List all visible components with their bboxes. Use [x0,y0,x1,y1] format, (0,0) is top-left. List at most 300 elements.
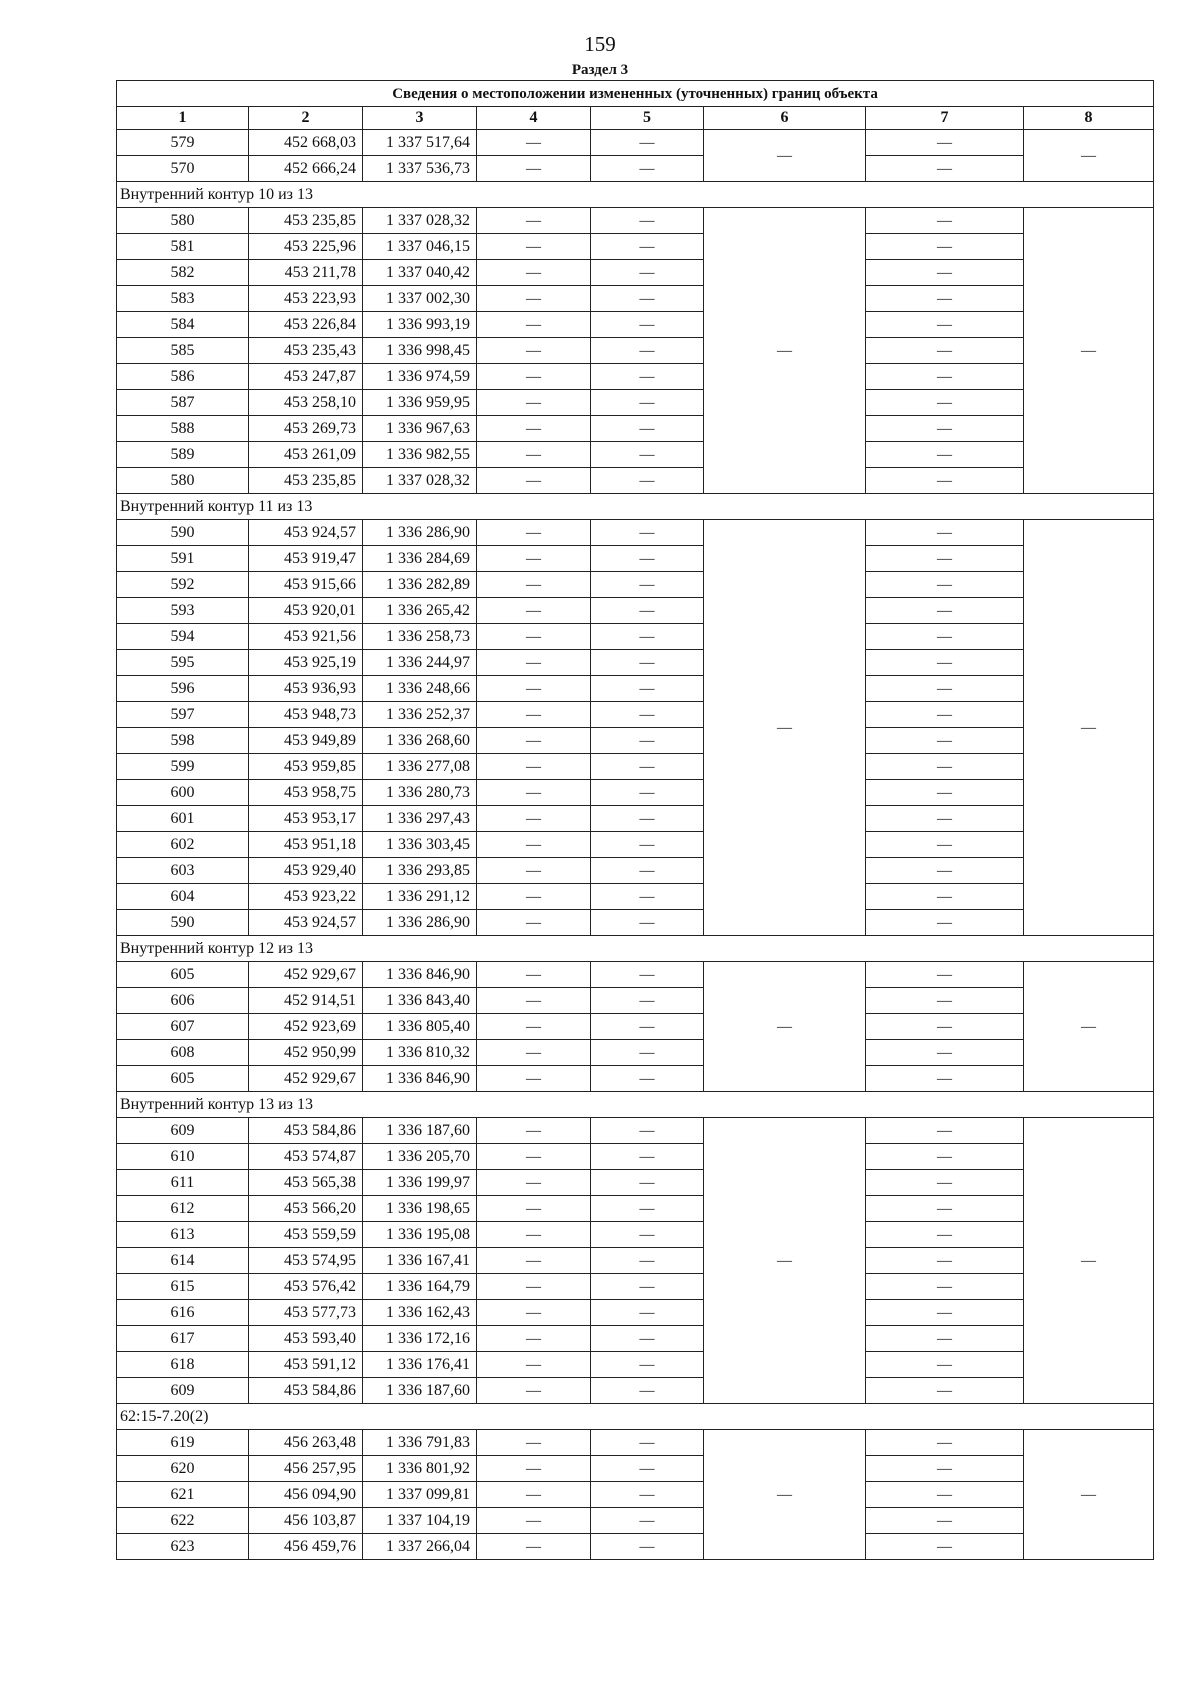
col4-dash-cell: — [477,1326,591,1352]
col7-dash-cell: — [866,598,1024,624]
col4-dash-cell: — [477,1170,591,1196]
point-number-cell: 590 [117,520,249,546]
point-number-cell: 605 [117,1066,249,1092]
point-number-cell: 590 [117,910,249,936]
col7-dash-cell: — [866,1430,1024,1456]
col7-dash-cell: — [866,1066,1024,1092]
x-coordinate-cell: 453 948,73 [249,702,363,728]
col5-dash-cell: — [591,208,704,234]
y-coordinate-cell: 1 337 002,30 [363,286,477,312]
x-coordinate-cell: 456 257,95 [249,1456,363,1482]
col7-dash-cell: — [866,390,1024,416]
col5-dash-cell: — [591,988,704,1014]
y-coordinate-cell: 1 337 266,04 [363,1534,477,1560]
y-coordinate-cell: 1 336 846,90 [363,1066,477,1092]
y-coordinate-cell: 1 336 959,95 [363,390,477,416]
x-coordinate-cell: 453 958,75 [249,780,363,806]
point-number-cell: 615 [117,1274,249,1300]
table-row [117,234,1154,260]
y-coordinate-cell: 1 337 028,32 [363,468,477,494]
point-number-cell: 582 [117,260,249,286]
point-number-cell: 583 [117,286,249,312]
table-row [117,962,1154,988]
col7-dash-cell: — [866,1222,1024,1248]
col4-dash-cell: — [477,156,591,182]
point-number-cell: 591 [117,546,249,572]
contour-label: Внутренний контур 13 из 13 [117,1092,1154,1118]
col6-merged-dash-cell: — [704,1118,866,1404]
y-coordinate-cell: 1 336 199,97 [363,1170,477,1196]
x-coordinate-cell: 453 936,93 [249,676,363,702]
col7-dash-cell: — [866,858,1024,884]
table-row [117,806,1154,832]
table-row [117,546,1154,572]
table-row [117,754,1154,780]
col7-dash-cell: — [866,468,1024,494]
table-row [117,130,1154,156]
col7-dash-cell: — [866,1508,1024,1534]
col7-dash-cell: — [866,988,1024,1014]
table-row [117,1066,1154,1092]
x-coordinate-cell: 453 261,09 [249,442,363,468]
col5-dash-cell: — [591,1326,704,1352]
point-number-cell: 610 [117,1144,249,1170]
x-coordinate-cell: 453 566,20 [249,1196,363,1222]
table-row [117,1534,1154,1560]
col5-dash-cell: — [591,338,704,364]
col5-dash-cell: — [591,442,704,468]
col5-dash-cell: — [591,416,704,442]
col7-dash-cell: — [866,1144,1024,1170]
table-row [117,1482,1154,1508]
col5-dash-cell: — [591,780,704,806]
col5-dash-cell: — [591,1170,704,1196]
col7-dash-cell: — [866,1196,1024,1222]
contour-header-row [117,1404,1154,1430]
col5-dash-cell: — [591,1066,704,1092]
x-coordinate-cell: 453 959,85 [249,754,363,780]
col4-dash-cell: — [477,338,591,364]
x-coordinate-cell: 452 666,24 [249,156,363,182]
col4-dash-cell: — [477,520,591,546]
col5-dash-cell: — [591,702,704,728]
table-row [117,858,1154,884]
col5-dash-cell: — [591,1144,704,1170]
x-coordinate-cell: 452 929,67 [249,1066,363,1092]
point-number-cell: 593 [117,598,249,624]
col6-merged-dash-cell: — [704,1430,866,1560]
x-coordinate-cell: 453 235,85 [249,208,363,234]
y-coordinate-cell: 1 337 099,81 [363,1482,477,1508]
y-coordinate-cell: 1 336 282,89 [363,572,477,598]
y-coordinate-cell: 1 336 195,08 [363,1222,477,1248]
col5-dash-cell: — [591,1040,704,1066]
contour-header-row [117,936,1154,962]
point-number-cell: 623 [117,1534,249,1560]
table-row [117,650,1154,676]
col4-dash-cell: — [477,1196,591,1222]
col5-dash-cell: — [591,728,704,754]
col4-dash-cell: — [477,624,591,650]
col5-dash-cell: — [591,234,704,260]
col5-dash-cell: — [591,1196,704,1222]
col7-dash-cell: — [866,130,1024,156]
x-coordinate-cell: 453 574,87 [249,1144,363,1170]
y-coordinate-cell: 1 336 187,60 [363,1378,477,1404]
point-number-cell: 587 [117,390,249,416]
x-coordinate-cell: 452 950,99 [249,1040,363,1066]
col7-dash-cell: — [866,1040,1024,1066]
y-coordinate-cell: 1 336 176,41 [363,1352,477,1378]
col5-dash-cell: — [591,1014,704,1040]
col4-dash-cell: — [477,1352,591,1378]
point-number-cell: 617 [117,1326,249,1352]
point-number-cell: 599 [117,754,249,780]
table-row [117,1352,1154,1378]
col4-dash-cell: — [477,364,591,390]
table-row [117,988,1154,1014]
x-coordinate-cell: 456 263,48 [249,1430,363,1456]
col7-dash-cell: — [866,1456,1024,1482]
y-coordinate-cell: 1 336 286,90 [363,910,477,936]
table-row [117,780,1154,806]
col7-dash-cell: — [866,1118,1024,1144]
y-coordinate-cell: 1 336 172,16 [363,1326,477,1352]
col7-dash-cell: — [866,1248,1024,1274]
col8-merged-dash-cell: — [1024,520,1154,936]
table-row [117,1014,1154,1040]
x-coordinate-cell: 453 929,40 [249,858,363,884]
col7-dash-cell: — [866,1482,1024,1508]
y-coordinate-cell: 1 336 810,32 [363,1040,477,1066]
x-coordinate-cell: 453 577,73 [249,1300,363,1326]
col5-dash-cell: — [591,1274,704,1300]
table-row [117,208,1154,234]
x-coordinate-cell: 453 949,89 [249,728,363,754]
col7-dash-cell: — [866,338,1024,364]
col5-dash-cell: — [591,1118,704,1144]
point-number-cell: 606 [117,988,249,1014]
col7-dash-cell: — [866,546,1024,572]
y-coordinate-cell: 1 337 536,73 [363,156,477,182]
col7-dash-cell: — [866,364,1024,390]
table-row [117,1144,1154,1170]
x-coordinate-cell: 452 923,69 [249,1014,363,1040]
table-row [117,1456,1154,1482]
table-row [117,442,1154,468]
x-coordinate-cell: 453 923,22 [249,884,363,910]
col4-dash-cell: — [477,676,591,702]
col5-dash-cell: — [591,520,704,546]
y-coordinate-cell: 1 336 258,73 [363,624,477,650]
x-coordinate-cell: 453 574,95 [249,1248,363,1274]
table-row [117,598,1154,624]
col4-dash-cell: — [477,130,591,156]
column-number: 7 [866,107,1024,130]
point-number-cell: 594 [117,624,249,650]
x-coordinate-cell: 452 929,67 [249,962,363,988]
point-number-cell: 609 [117,1378,249,1404]
col5-dash-cell: — [591,260,704,286]
contour-header-row [117,1092,1154,1118]
col5-dash-cell: — [591,1352,704,1378]
table-row [117,416,1154,442]
col4-dash-cell: — [477,962,591,988]
col5-dash-cell: — [591,1248,704,1274]
point-number-cell: 621 [117,1482,249,1508]
col4-dash-cell: — [477,858,591,884]
col7-dash-cell: — [866,962,1024,988]
column-number: 8 [1024,107,1154,130]
y-coordinate-cell: 1 336 244,97 [363,650,477,676]
col7-dash-cell: — [866,260,1024,286]
table-row [117,1118,1154,1144]
col7-dash-cell: — [866,1534,1024,1560]
page-number: 159 [584,32,616,56]
col4-dash-cell: — [477,1378,591,1404]
point-number-cell: 618 [117,1352,249,1378]
column-number: 5 [591,107,704,130]
y-coordinate-cell: 1 336 198,65 [363,1196,477,1222]
x-coordinate-cell: 453 924,57 [249,520,363,546]
col7-dash-cell: — [866,1300,1024,1326]
y-coordinate-cell: 1 336 252,37 [363,702,477,728]
col5-dash-cell: — [591,650,704,676]
y-coordinate-cell: 1 337 517,64 [363,130,477,156]
col4-dash-cell: — [477,234,591,260]
table-row [117,1222,1154,1248]
x-coordinate-cell: 453 915,66 [249,572,363,598]
col7-dash-cell: — [866,676,1024,702]
table-row [117,884,1154,910]
x-coordinate-cell: 453 919,47 [249,546,363,572]
col4-dash-cell: — [477,1300,591,1326]
table-row [117,260,1154,286]
col4-dash-cell: — [477,1248,591,1274]
x-coordinate-cell: 453 925,19 [249,650,363,676]
x-coordinate-cell: 456 459,76 [249,1534,363,1560]
col4-dash-cell: — [477,208,591,234]
x-coordinate-cell: 453 235,85 [249,468,363,494]
table-row [117,676,1154,702]
col8-merged-dash-cell: — [1024,1118,1154,1404]
x-coordinate-cell: 456 103,87 [249,1508,363,1534]
point-number-cell: 580 [117,208,249,234]
col5-dash-cell: — [591,130,704,156]
point-number-cell: 592 [117,572,249,598]
col5-dash-cell: — [591,910,704,936]
y-coordinate-cell: 1 336 297,43 [363,806,477,832]
y-coordinate-cell: 1 337 028,32 [363,208,477,234]
col4-dash-cell: — [477,572,591,598]
col7-dash-cell: — [866,1352,1024,1378]
y-coordinate-cell: 1 336 843,40 [363,988,477,1014]
col4-dash-cell: — [477,806,591,832]
y-coordinate-cell: 1 336 284,69 [363,546,477,572]
contour-label: 62:15-7.20(2) [117,1404,1154,1430]
x-coordinate-cell: 453 584,86 [249,1118,363,1144]
contour-label: Внутренний контур 10 из 13 [117,182,1154,208]
col4-dash-cell: — [477,260,591,286]
col4-dash-cell: — [477,910,591,936]
y-coordinate-cell: 1 336 286,90 [363,520,477,546]
col4-dash-cell: — [477,286,591,312]
col5-dash-cell: — [591,806,704,832]
y-coordinate-cell: 1 336 280,73 [363,780,477,806]
column-number: 3 [363,107,477,130]
y-coordinate-cell: 1 336 805,40 [363,1014,477,1040]
col4-dash-cell: — [477,312,591,338]
point-number-cell: 609 [117,1118,249,1144]
col7-dash-cell: — [866,624,1024,650]
table-row [117,1274,1154,1300]
table-row [117,1040,1154,1066]
col7-dash-cell: — [866,1274,1024,1300]
x-coordinate-cell: 452 668,03 [249,130,363,156]
x-coordinate-cell: 453 591,12 [249,1352,363,1378]
col6-merged-dash-cell: — [704,962,866,1092]
point-number-cell: 581 [117,234,249,260]
col7-dash-cell: — [866,728,1024,754]
col6-merged-dash-cell: — [704,520,866,936]
col7-dash-cell: — [866,442,1024,468]
col4-dash-cell: — [477,1118,591,1144]
y-coordinate-cell: 1 336 164,79 [363,1274,477,1300]
x-coordinate-cell: 453 211,78 [249,260,363,286]
col7-dash-cell: — [866,1170,1024,1196]
col4-dash-cell: — [477,1456,591,1482]
x-coordinate-cell: 453 226,84 [249,312,363,338]
point-number-cell: 579 [117,130,249,156]
col4-dash-cell: — [477,832,591,858]
col8-merged-dash-cell: — [1024,208,1154,494]
col8-merged-dash-cell: — [1024,1430,1154,1560]
col5-dash-cell: — [591,286,704,312]
point-number-cell: 604 [117,884,249,910]
point-number-cell: 584 [117,312,249,338]
table-row [117,728,1154,754]
col5-dash-cell: — [591,1300,704,1326]
point-number-cell: 602 [117,832,249,858]
table-row [117,156,1154,182]
y-coordinate-cell: 1 336 205,70 [363,1144,477,1170]
contour-header-row [117,182,1154,208]
col5-dash-cell: — [591,624,704,650]
col7-dash-cell: — [866,650,1024,676]
x-coordinate-cell: 453 920,01 [249,598,363,624]
table-row [117,468,1154,494]
y-coordinate-cell: 1 336 162,43 [363,1300,477,1326]
col8-merged-dash-cell: — [1024,962,1154,1092]
col5-dash-cell: — [591,1378,704,1404]
point-number-cell: 603 [117,858,249,884]
point-number-cell: 619 [117,1430,249,1456]
y-coordinate-cell: 1 336 187,60 [363,1118,477,1144]
x-coordinate-cell: 453 584,86 [249,1378,363,1404]
y-coordinate-cell: 1 336 801,92 [363,1456,477,1482]
col4-dash-cell: — [477,1040,591,1066]
col5-dash-cell: — [591,884,704,910]
col7-dash-cell: — [866,832,1024,858]
y-coordinate-cell: 1 336 268,60 [363,728,477,754]
x-coordinate-cell: 452 914,51 [249,988,363,1014]
col7-dash-cell: — [866,806,1024,832]
table-row [117,832,1154,858]
col4-dash-cell: — [477,1482,591,1508]
col7-dash-cell: — [866,416,1024,442]
point-number-cell: 595 [117,650,249,676]
col5-dash-cell: — [591,1482,704,1508]
col4-dash-cell: — [477,416,591,442]
x-coordinate-cell: 453 269,73 [249,416,363,442]
y-coordinate-cell: 1 337 040,42 [363,260,477,286]
col5-dash-cell: — [591,364,704,390]
contour-header-row [117,494,1154,520]
col5-dash-cell: — [591,156,704,182]
col4-dash-cell: — [477,1534,591,1560]
table-row [117,1430,1154,1456]
table-row [117,1378,1154,1404]
table-row [117,390,1154,416]
y-coordinate-cell: 1 336 293,85 [363,858,477,884]
table-caption: Сведения о местоположении измененных (уточненных) границ объекта [117,81,1154,107]
point-number-cell: 612 [117,1196,249,1222]
y-coordinate-cell: 1 337 104,19 [363,1508,477,1534]
col7-dash-cell: — [866,1014,1024,1040]
col7-dash-cell: — [866,1326,1024,1352]
col5-dash-cell: — [591,390,704,416]
col5-dash-cell: — [591,858,704,884]
point-number-cell: 597 [117,702,249,728]
point-number-cell: 600 [117,780,249,806]
y-coordinate-cell: 1 336 248,66 [363,676,477,702]
x-coordinate-cell: 453 953,17 [249,806,363,832]
col5-dash-cell: — [591,598,704,624]
table-row [117,624,1154,650]
col5-dash-cell: — [591,676,704,702]
col5-dash-cell: — [591,1534,704,1560]
y-coordinate-cell: 1 336 982,55 [363,442,477,468]
x-coordinate-cell: 453 223,93 [249,286,363,312]
x-coordinate-cell: 453 235,43 [249,338,363,364]
point-number-cell: 613 [117,1222,249,1248]
table-row [117,364,1154,390]
contour-label: Внутренний контур 11 из 13 [117,494,1154,520]
col7-dash-cell: — [866,754,1024,780]
col4-dash-cell: — [477,650,591,676]
table-row [117,1170,1154,1196]
y-coordinate-cell: 1 336 167,41 [363,1248,477,1274]
col5-dash-cell: — [591,962,704,988]
table-row [117,286,1154,312]
col6-merged-dash-cell: — [704,208,866,494]
col5-dash-cell: — [591,1508,704,1534]
point-number-cell: 580 [117,468,249,494]
table-row [117,1300,1154,1326]
y-coordinate-cell: 1 336 303,45 [363,832,477,858]
x-coordinate-cell: 453 921,56 [249,624,363,650]
col7-dash-cell: — [866,208,1024,234]
column-number: 1 [117,107,249,130]
point-number-cell: 611 [117,1170,249,1196]
col5-dash-cell: — [591,546,704,572]
point-number-cell: 622 [117,1508,249,1534]
contour-label: Внутренний контур 12 из 13 [117,936,1154,962]
col5-dash-cell: — [591,754,704,780]
point-number-cell: 620 [117,1456,249,1482]
col4-dash-cell: — [477,1014,591,1040]
table-row [117,338,1154,364]
